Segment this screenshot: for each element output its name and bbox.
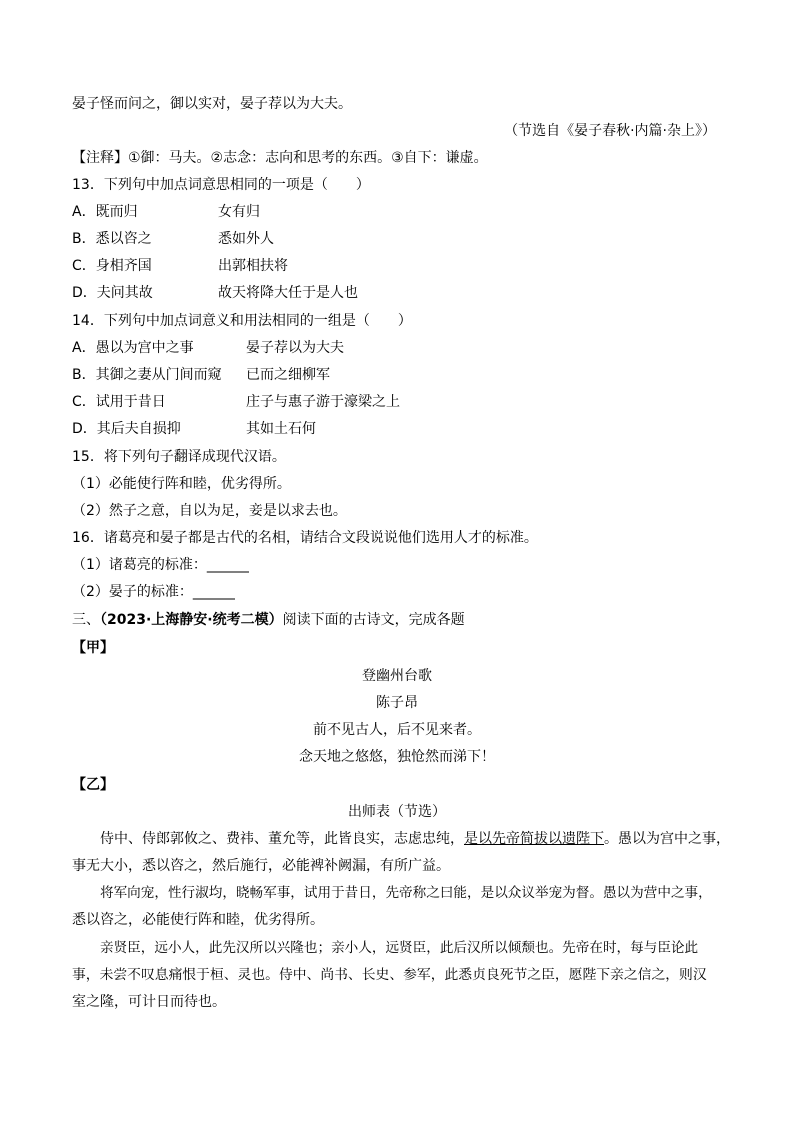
yi-tag: 【乙】 — [72, 777, 114, 793]
q13-option-pair: 出郭相扶将 — [218, 258, 288, 274]
yi-p2-line1: 将军向宠，性行淑均，晓畅军事，试用于昔日，先帝称之曰能，是以众议举宠为督。愚以为营中之事， — [100, 885, 712, 901]
q13-option-pair: 故天将降大任于是人也 — [218, 285, 358, 301]
q13-stem: 13．下列句中加点词意思相同的一项是（ ） — [72, 177, 370, 193]
q14-option-a — [72, 339, 344, 357]
passage-line: 晏子怪而问之，御以实对，晏子荐以为大夫。 — [72, 96, 352, 112]
poem-line-1: 前不见古人，后不见来者。 — [313, 722, 481, 738]
passage-notes: 【注释】①御：马夫。②志念：志向和思考的东西。③自下：谦虚。 — [72, 150, 488, 166]
q14-option-c — [72, 393, 400, 411]
q14-option-pair: 已而之细柳军 — [246, 367, 330, 383]
q13-option-a — [72, 203, 260, 221]
yi-p2-line2: 悉以咨之，必能使行阵和睦，优劣得所。 — [72, 912, 324, 928]
q14-option-pair: 其如土石何 — [246, 421, 316, 437]
q13-option-label: D．夫问其故 — [72, 285, 153, 301]
poem-line-2: 念天地之悠悠，独怆然而涕下！ — [299, 749, 495, 765]
underlined-sentence: 是以先帝简拔以遗陛下 — [464, 831, 604, 847]
yi-title: 出师表（节选） — [348, 804, 446, 820]
q13-option-pair: 悉如外人 — [218, 231, 274, 247]
poem-title: 登幽州台歌 — [362, 668, 432, 684]
section3-source-tag: （2023·上海静安·统考二模） — [100, 612, 283, 628]
q14-option-d — [72, 420, 316, 438]
answer-blank[interactable]: ______ — [206, 557, 249, 573]
q16-item-label: （1）诸葛亮的标准： — [72, 557, 207, 573]
q14-option-label: D．其后夫自损抑 — [72, 421, 181, 437]
q16-item-2 — [72, 583, 235, 601]
q13-option-c — [72, 257, 288, 275]
text-run: 侍中、侍郎郭攸之、费祎、董允等，此皆良实，志虑忠纯， — [100, 831, 464, 847]
q14-option-pair: 晏子荐以为大夫 — [246, 340, 344, 356]
q15-stem: 15．将下列句子翻译成现代汉语。 — [72, 449, 286, 465]
q15-item-2: （2）然子之意，自以为足，妾是以求去也。 — [72, 503, 347, 519]
yi-p1-line1 — [100, 830, 730, 848]
section3-instruction: 阅读下面的古诗文，完成各题 — [282, 612, 465, 628]
q14-option-b — [72, 366, 330, 384]
passage-source: （节选自《晏子春秋·内篇·杂上》） — [504, 123, 716, 139]
yi-p3-line1: 亲贤臣，远小人，此先汉所以兴隆也；亲小人，远贤臣，此后汉所以倾颓也。先帝在时，每与臣论此 — [100, 940, 699, 956]
section3-prefix: 三、 — [72, 612, 100, 628]
q13-option-label: C．身相齐国 — [72, 258, 152, 274]
q14-option-pair: 庄子与惠子游于濠梁之上 — [246, 394, 400, 410]
q13-option-label: A．既而归 — [72, 204, 138, 220]
q14-option-label: A．愚以为宫中之事 — [72, 340, 194, 356]
yi-p1-line2: 事无大小，悉以咨之，然后施行，必能裨补阙漏，有所广益。 — [72, 858, 450, 874]
poem-author: 陈子昂 — [376, 695, 418, 711]
q13-option-b — [72, 230, 274, 248]
q14-stem: 14．下列句中加点词意义和用法相同的一组是（ ） — [72, 313, 412, 329]
answer-blank[interactable]: ______ — [192, 584, 235, 600]
q14-option-label: B．其御之妻从门间而窥 — [72, 367, 222, 383]
q13-option-label: B．悉以咨之 — [72, 231, 152, 247]
q13-option-pair: 女有归 — [218, 204, 260, 220]
q16-stem: 16．诸葛亮和晏子都是古代的名相，请结合文段说说他们选用人才的标准。 — [72, 530, 538, 546]
section3-heading — [72, 611, 465, 629]
text-run: 。愚以为宫中之事， — [604, 831, 730, 847]
yi-p3-line2: 事，未尝不叹息痛恨于桓、灵也。侍中、尚书、长史、参军，此悉贞良死节之臣，愿陛下亲之信之，则汉 — [72, 967, 707, 983]
jia-tag: 【甲】 — [72, 640, 114, 656]
q16-item-1 — [72, 556, 249, 574]
q14-option-label: C．试用于昔日 — [72, 394, 166, 410]
q16-item-label: （2）晏子的标准： — [72, 584, 193, 600]
q15-item-1: （1）必能使行阵和睦，优劣得所。 — [72, 476, 291, 492]
q13-option-d — [72, 284, 358, 302]
yi-p3-line3: 室之隆，可计日而待也。 — [72, 994, 226, 1010]
